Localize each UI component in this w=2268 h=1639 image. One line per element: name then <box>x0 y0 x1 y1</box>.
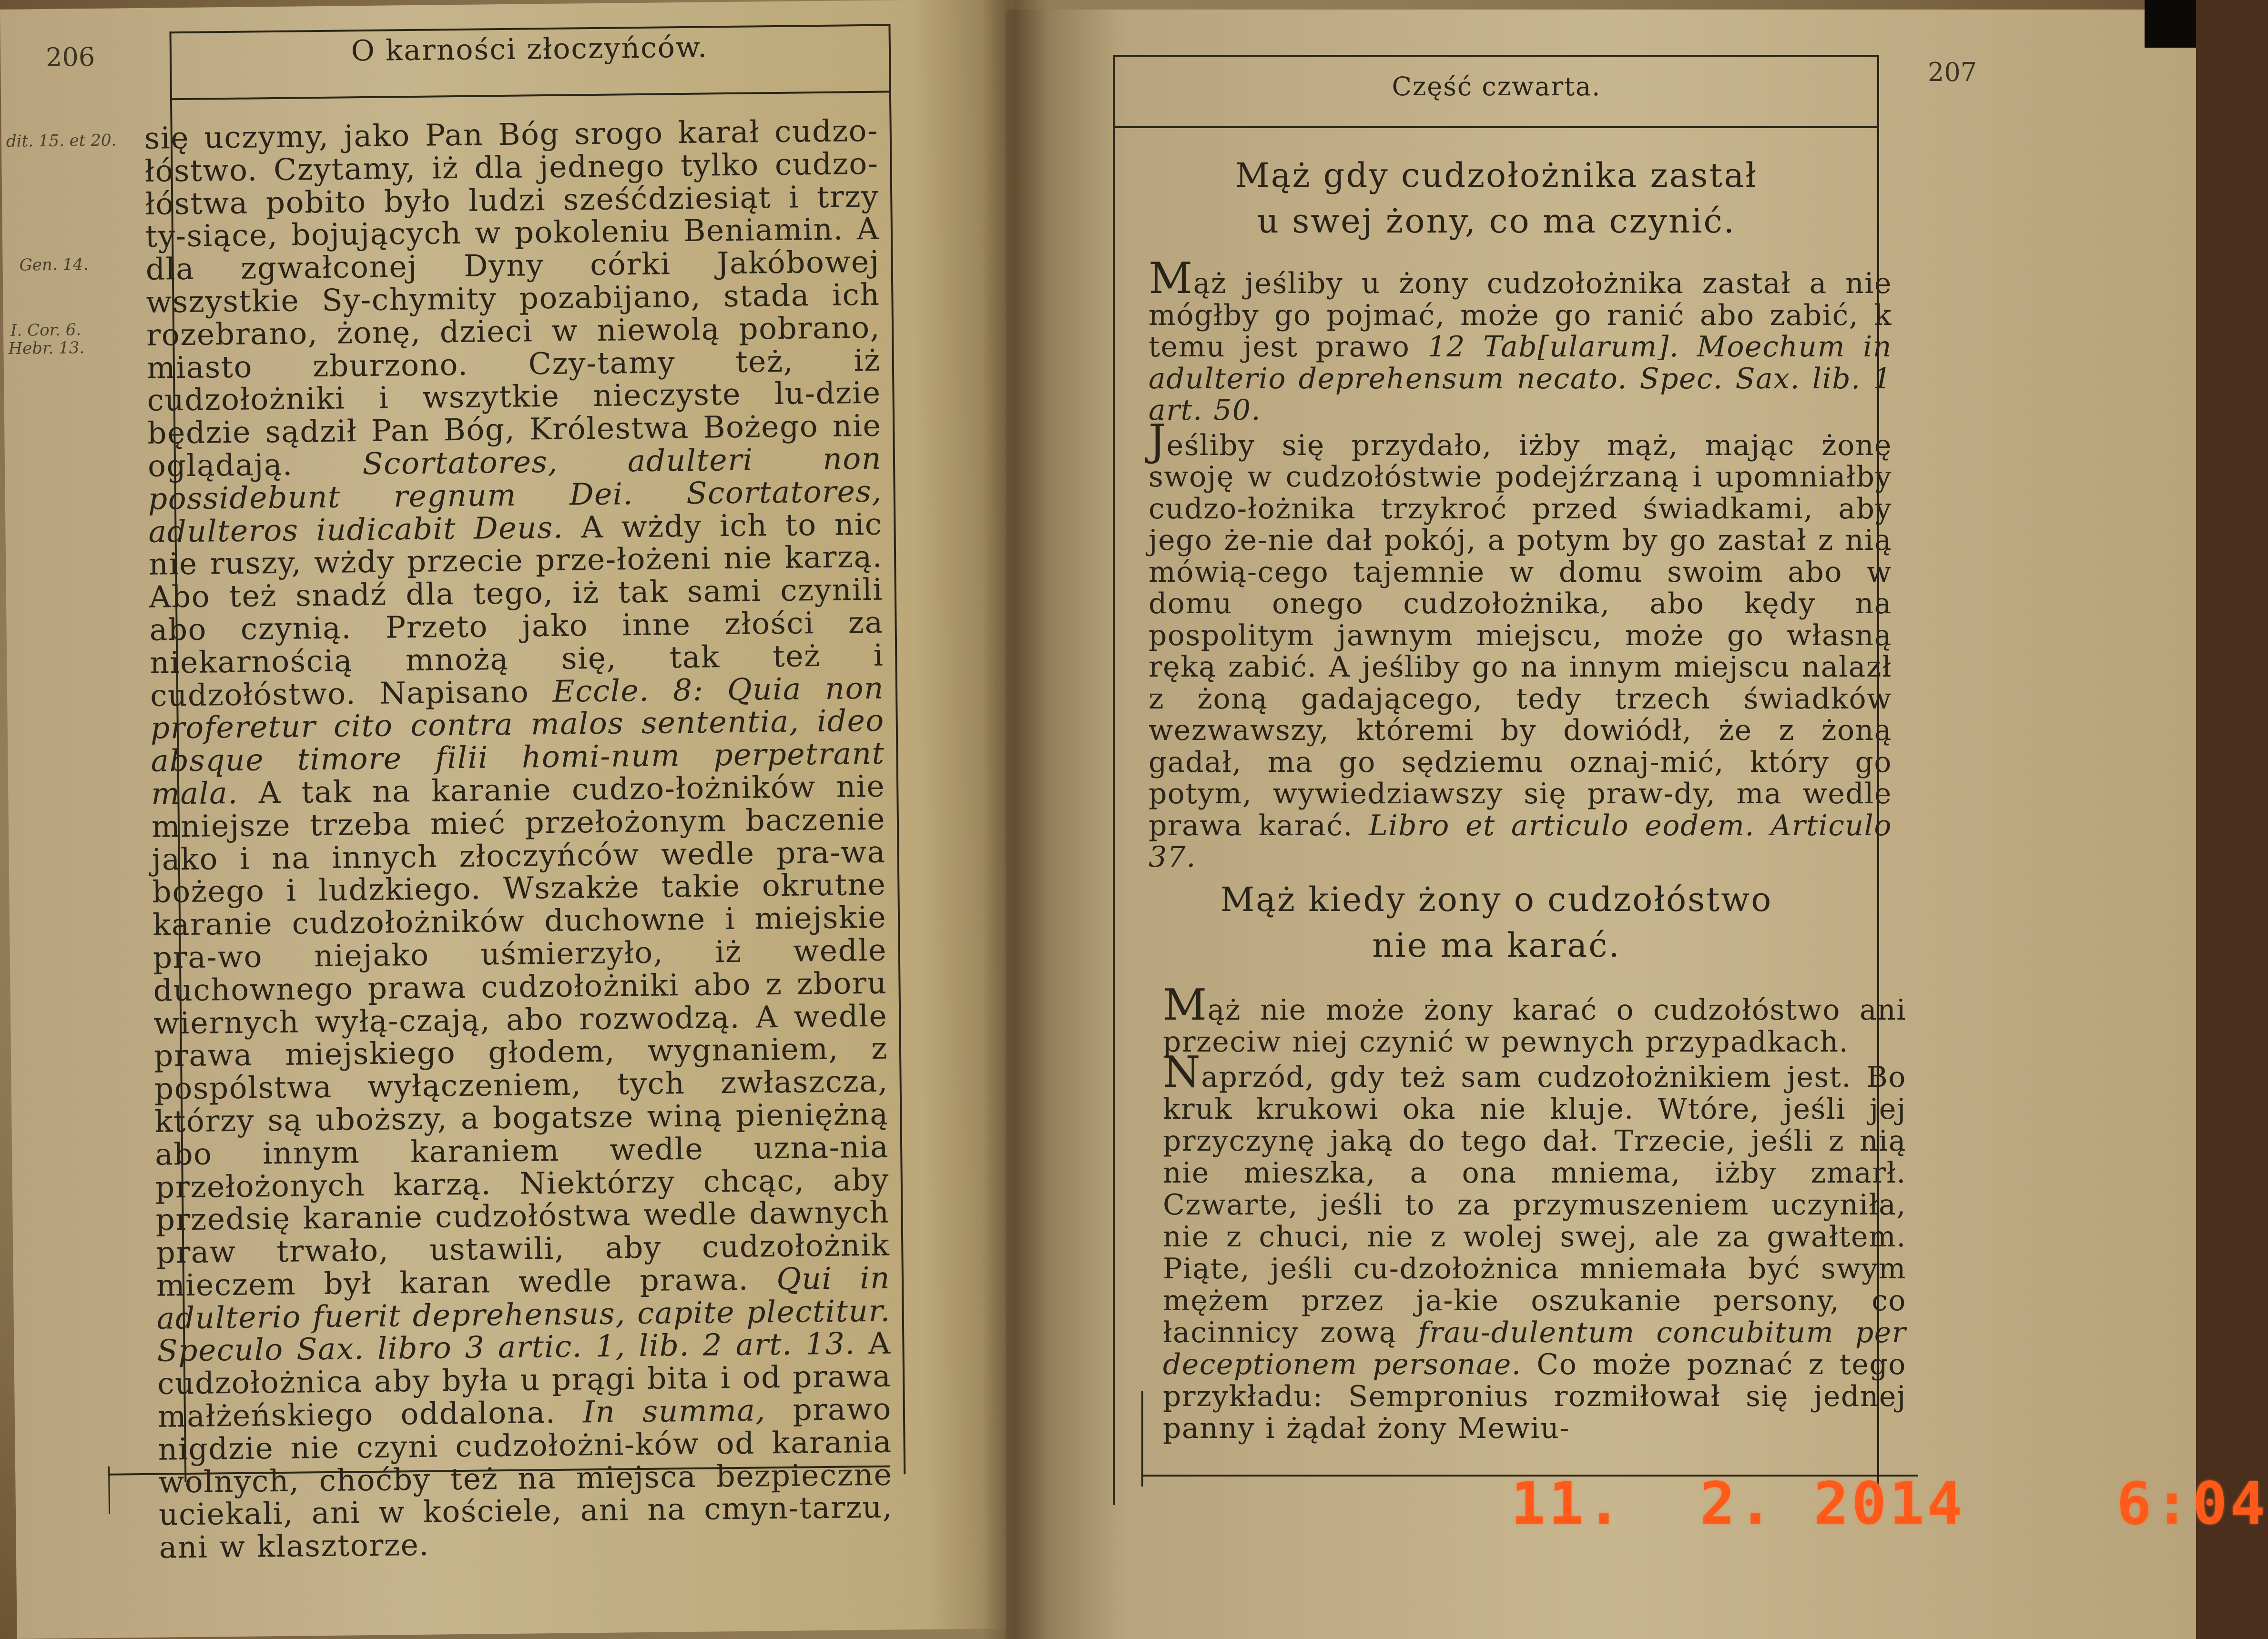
book-gutter-shadow <box>982 0 1048 1639</box>
latin-citation: 12 Tab[ularum]. Moechum in adulterio deprehensum necato. Spec. Sax. lib. 1 art. 50. <box>1149 330 1892 427</box>
margin-note-4: Hebr. 13. <box>8 338 85 358</box>
heading-line: nie ma karać. <box>1372 926 1621 965</box>
running-head-left: O karności złoczyńców. <box>351 30 708 68</box>
text-run: ąż nie może żony karać o cudzołóstwo ani przeciw niej czynić w pewnych przypadkach. <box>1163 993 1906 1059</box>
drop-cap: N <box>1163 1047 1201 1097</box>
latin-phrase: frau-dulentum concubitum per deceptionem personae. <box>1163 1316 1906 1381</box>
text-run: Co może poznać z tego przykładu: Sempronius rozmiłował się jednej panny i żądał żony Mewiu- <box>1163 1348 1907 1445</box>
latin-quote: Qui in adulterio fuerit deprehensus, capite plectitur. Speculo Sax. libro 3 artic. 1, lib. 2 art. 13. <box>156 1260 891 1369</box>
latin-quote: Scortatores, adulteri non possidebunt regnum Dei. Scortatores, adulteros iudicabit Deus. <box>148 441 883 549</box>
latin-citation: Libro et articulo eodem. Articulo 37. <box>1149 809 1892 874</box>
latin-phrase: In summa, <box>582 1393 766 1430</box>
margin-note-1: dit. 15. et 20. <box>6 131 117 151</box>
text-run: A cudzołożnica aby była u prągi bita i od prawa małżeńskiego oddalona. <box>157 1326 892 1434</box>
drop-cap: M <box>1149 253 1193 304</box>
drop-cap: J <box>1149 415 1167 465</box>
right-section1-text <box>1149 253 1892 874</box>
margin-note-3: I. Cor. 6. <box>10 320 81 340</box>
paragraph <box>1149 253 1892 427</box>
right-section2-text <box>1163 980 1907 1445</box>
text-run: ąż jeśliby u żony cudzołożnika zastał a nie mógłby go pojmać, może go ranić abo zabić, k temu jest prawo <box>1149 267 1892 364</box>
text-run: eśliby się przydało, iżby mąż, mając żonę swoję w cudzołóstwie podejźrzaną i upomniałby cudzo-łożnika trzykroć przed świadkami, aby jego że-nie dał pokój, a potym by go zastał z nią mówią-cego tajemnie w domu swoim abo w domu onego cudzołożnika, abo kędy na pospolitym jawnym miejscu, może go własną ręką zabić. A jeśliby go na innym miejscu nalazł z żoną gadającego, tedy trzech świadków wezwawszy, któremi by dowiódł, że z żoną gadał, ma go sędziemu oznaj-mić, który go potym, wywiedziawszy się praw-dy, ma wedle prawa karać. <box>1149 428 1892 842</box>
text-run: się uczymy, jako Pan Bóg srogo karał cudzo-łóstwo. Czytamy, iż dla jednego tylko cudzo-łóstwa pobito było ludzi sześćdziesiąt i trzy ty-siące, bojujących w pokoleniu Beniamin. A dla zgwałconej Dyny córki Jakóbowej wszystkie Sy-chymity pozabijano, stada ich rozebrano, żonę, dzieci w niewolą pobrano, miasto zburzono. Czy-tamy też, iż cudzołożniki i wszytkie nieczyste lu-dzie będzie sądził Pan Bóg, Królestwa Bożego nie oglądają. <box>144 113 882 484</box>
text-run: A wżdy ich to nic nie ruszy, wżdy przecie prze-łożeni nie karzą. Abo też snadź dla tego, iż tak sami czynili abo czynią. Przeto jako inne złości za niekarnością mnożą się, tak też i cudzołóstwo. Napisano <box>148 506 884 713</box>
page-number-left: 206 <box>45 41 95 72</box>
margin-note-2: Gen. 14. <box>19 255 89 275</box>
header-rule-right <box>1113 126 1879 128</box>
background-corner <box>2145 0 2196 48</box>
camera-timestamp <box>1511 1470 2268 1538</box>
heading-line: Mąż kiedy żony o cudzołóstwo <box>1220 880 1773 919</box>
section-heading-1 <box>1115 152 1878 244</box>
latin-quote: Eccle. 8: Quia non proferetur cito contra malos sententia, ideo absque timore filii homi-num perpetrant mala. <box>150 670 885 811</box>
timestamp-date: 11. 2. 2014 <box>1511 1470 1965 1538</box>
paragraph <box>1163 1047 1907 1445</box>
paragraph <box>1149 415 1892 874</box>
section-heading-2 <box>1115 877 1878 968</box>
text-run: aprzód, gdy też sam cudzołożnikiem jest. Bo kruk krukowi oka nie kluje. Wtóre, jeśli jej przyczynę jaką do tego dał. Trzecie, jeśli z nią nie mieszka, a ona mniema, iżby zmarł. Czwarte, jeśli to za przymuszeniem uczyniła, nie z chuci, nie z wolej swej, ale za gwałtem. Piąte, jeśli cu-dzołożnica mniemała być swym mężem przez ja-kie oszukanie persony, co łacinnicy zową <box>1163 1061 1906 1349</box>
drop-cap: M <box>1163 980 1208 1030</box>
paragraph <box>1163 980 1906 1059</box>
right-page <box>1006 10 2196 1639</box>
page-number-right: 207 <box>1928 57 1977 87</box>
left-page <box>0 0 1027 1639</box>
left-body-text <box>144 115 893 1565</box>
inner-rule-right <box>1141 1391 1143 1487</box>
timestamp-time: 6:04 <box>2116 1470 2268 1538</box>
text-run: prawo nigdzie nie czyni cudzołożni-ków od karania wolnych, choćby też na miejsca bezpieczne uciekali, ani w kościele, ani na cmyn-tarzu, ani w klasztorze. <box>158 1391 893 1565</box>
heading-line: u swej żony, co ma czynić. <box>1257 202 1736 241</box>
running-head-right: Część czwarta. <box>1392 71 1601 101</box>
text-run: A tak na karanie cudzo-łożników nie mniejsze trzeba mieć przełożonym baczenie jako i na innych złoczyńców wedle pra-wa bożego i ludzkiego. Wszakże takie okrutne karanie cudzołożników duchowne i miejskie pra-wo niejako uśmierzyło, iż wedle duchownego prawa cudzołożniki abo z zboru wiernych wyłą-czają, abo rozwodzą. A wedle prawa miejskiego głodem, wygnaniem, z pospólstwa wyłączeniem, tych zwłaszcza, którzy są uboższy, a bogatsze winą pieniężną abo innym karaniem wedle uzna-nia przełożonych karzą. Niektórzy chcąc, aby przedsię karanie cudzołóstwa wedle dawnych praw trwało, ustawili, aby cudzołożnik mieczem był karan wedle prawa. <box>151 769 890 1303</box>
heading-line: Mąż gdy cudzołożnika zastał <box>1235 156 1758 195</box>
